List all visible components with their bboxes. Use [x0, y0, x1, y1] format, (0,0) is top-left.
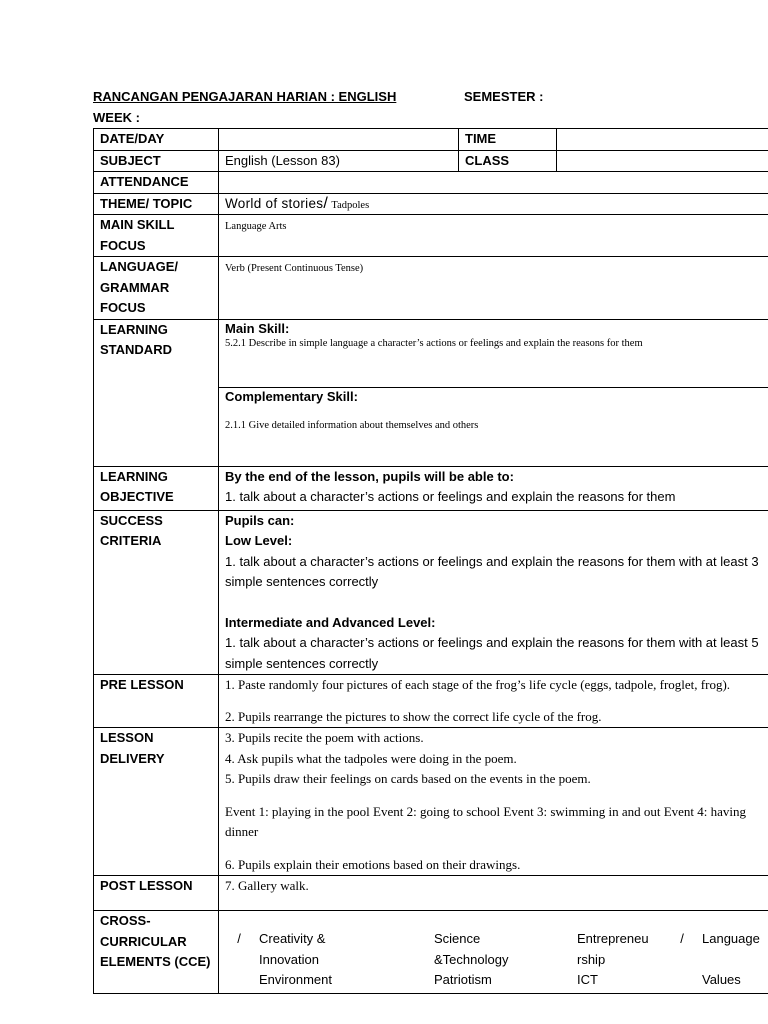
- cce-label: CROSS- CURRICULAR ELEMENTS (CCE): [94, 911, 219, 994]
- attendance-label: ATTENDANCE: [94, 172, 219, 194]
- pre-lesson-step-1: 1. Paste randomly four pictures of each stage of the frog’s life cycle (eggs, tadpole, froglet, frog).: [225, 677, 731, 692]
- objective-value: [219, 466, 768, 510]
- delivery-step-3: 3. Pupils recite the poem with actions.: [225, 730, 424, 745]
- delivery-events: Event 1: playing in the pool Event 2: going to school Event 3: swimming in and out Event 4: having dinner: [225, 803, 747, 839]
- date-day-label: DATE/DAY: [94, 129, 219, 151]
- post-lesson-step-7: 7. Gallery walk.: [225, 878, 309, 893]
- lesson-delivery-label: LESSON DELIVERY: [94, 728, 219, 876]
- cce-checkbox-language[interactable]: /: [680, 931, 684, 946]
- row-learning-standard-main: [94, 319, 768, 387]
- complementary-skill-standard: [219, 387, 768, 466]
- main-skill-label: MAIN SKILL FOCUS: [94, 215, 219, 257]
- pre-lesson-step-2: 2. Pupils rearrange the pictures to show the correct life cycle of the frog.: [225, 708, 602, 724]
- cce-language: Language: [702, 931, 760, 946]
- row-success-criteria: [94, 510, 768, 675]
- row-attendance: [94, 172, 768, 194]
- success-criteria-value: [219, 510, 768, 675]
- cce-grid: [225, 929, 768, 992]
- row-cce: [94, 911, 768, 994]
- delivery-step-4: 4. Ask pupils what the tadpoles were doing in the poem.: [225, 750, 517, 766]
- delivery-step-5: 5. Pupils draw their feelings on cards based on the events in the poem.: [225, 771, 591, 786]
- main-skill-standard-text: 5.2.1 Describe in simple language a character’s actions or feelings and explain the reasons for them: [225, 337, 643, 349]
- cce-science-technology: Science &Technology: [434, 931, 509, 967]
- class-value: [557, 150, 768, 172]
- topic-text: Tadpoles: [331, 199, 370, 211]
- post-lesson-value: [219, 876, 768, 911]
- row-main-skill: [94, 215, 768, 257]
- row-pre-lesson: [94, 675, 768, 728]
- pre-lesson-value: [219, 675, 768, 728]
- cce-values: Values: [702, 972, 741, 987]
- time-label: TIME: [459, 129, 557, 151]
- advanced-level-text: 1. talk about a character’s actions or feelings and explain the reasons for them with at least 5 simple sentences correctly: [225, 635, 759, 671]
- lesson-delivery-value: [219, 728, 768, 876]
- lesson-plan-table: [93, 128, 768, 994]
- theme-value: [219, 193, 768, 215]
- semester-label: SEMESTER :: [464, 89, 544, 104]
- document-title: RANCANGAN PENGAJARAN HARIAN : ENGLISH: [93, 89, 397, 104]
- theme-text: World of stories: [225, 195, 324, 211]
- cce-entrepreneurship: Entrepreneu rship: [577, 931, 649, 967]
- time-value: [557, 129, 768, 151]
- attendance-value: [219, 172, 768, 194]
- delivery-step-6: 6. Pupils explain their emotions based on their drawings.: [225, 856, 521, 872]
- cce-patriotism: Patriotism: [434, 972, 492, 987]
- main-skill-standard: [219, 319, 768, 387]
- cce-checkbox-ict[interactable]: [543, 970, 571, 992]
- cce-checkbox-entrepreneurship[interactable]: [543, 929, 571, 970]
- objective-heading: By the end of the lesson, pupils will be able to:: [225, 468, 514, 484]
- low-level-text: 1. talk about a character’s actions or feelings and explain the reasons for them with at least 3 simple sentences correctly: [225, 553, 759, 589]
- success-criteria-label: SUCCESS CRITERIA: [94, 510, 219, 675]
- row-lesson-delivery: [94, 728, 768, 876]
- row-objective: [94, 466, 768, 510]
- cce-environment: Environment: [259, 972, 332, 987]
- cce-checkbox-environment[interactable]: [225, 970, 253, 992]
- objective-text: 1. talk about a character’s actions or feelings and explain the reasons for them: [225, 489, 676, 504]
- main-skill-value: Language Arts: [219, 215, 768, 257]
- week-label: WEEK :: [93, 110, 140, 125]
- row-date-day: [94, 129, 768, 151]
- class-label: CLASS: [459, 150, 557, 172]
- cce-checkbox-creativity[interactable]: /: [237, 931, 241, 946]
- cce-checkbox-values[interactable]: [668, 970, 696, 992]
- post-lesson-label: POST LESSON: [94, 876, 219, 911]
- learning-standard-label: LEARNING STANDARD: [94, 319, 219, 466]
- date-day-value: [219, 129, 459, 151]
- success-intro: Pupils can:: [225, 512, 295, 528]
- subject-value: English (Lesson 83): [219, 150, 459, 172]
- grammar-label: LANGUAGE/ GRAMMAR FOCUS: [94, 257, 219, 320]
- pre-lesson-label: PRE LESSON: [94, 675, 219, 728]
- cce-elements: [219, 911, 768, 994]
- main-skill-heading: Main Skill:: [225, 320, 290, 336]
- grammar-value: Verb (Present Continuous Tense): [219, 257, 768, 320]
- cce-ict: ICT: [577, 972, 598, 987]
- low-level-heading: Low Level:: [225, 533, 293, 548]
- cce-creativity-innovation: Creativity & Innovation: [259, 931, 326, 967]
- complementary-skill-text: 2.1.1 Give detailed information about themselves and others: [225, 419, 479, 431]
- row-grammar: [94, 257, 768, 320]
- row-theme: [94, 193, 768, 215]
- theme-slash: /: [323, 194, 328, 212]
- cce-checkbox-science[interactable]: [400, 929, 428, 970]
- theme-label: THEME/ TOPIC: [94, 193, 219, 215]
- row-post-lesson: [94, 876, 768, 911]
- subject-label: SUBJECT: [94, 150, 219, 172]
- objective-label: LEARNING OBJECTIVE: [94, 466, 219, 510]
- cce-checkbox-patriotism[interactable]: [400, 970, 428, 992]
- advanced-level-heading: Intermediate and Advanced Level:: [225, 614, 436, 630]
- complementary-skill-heading: Complementary Skill:: [225, 388, 358, 404]
- row-subject: [94, 150, 768, 172]
